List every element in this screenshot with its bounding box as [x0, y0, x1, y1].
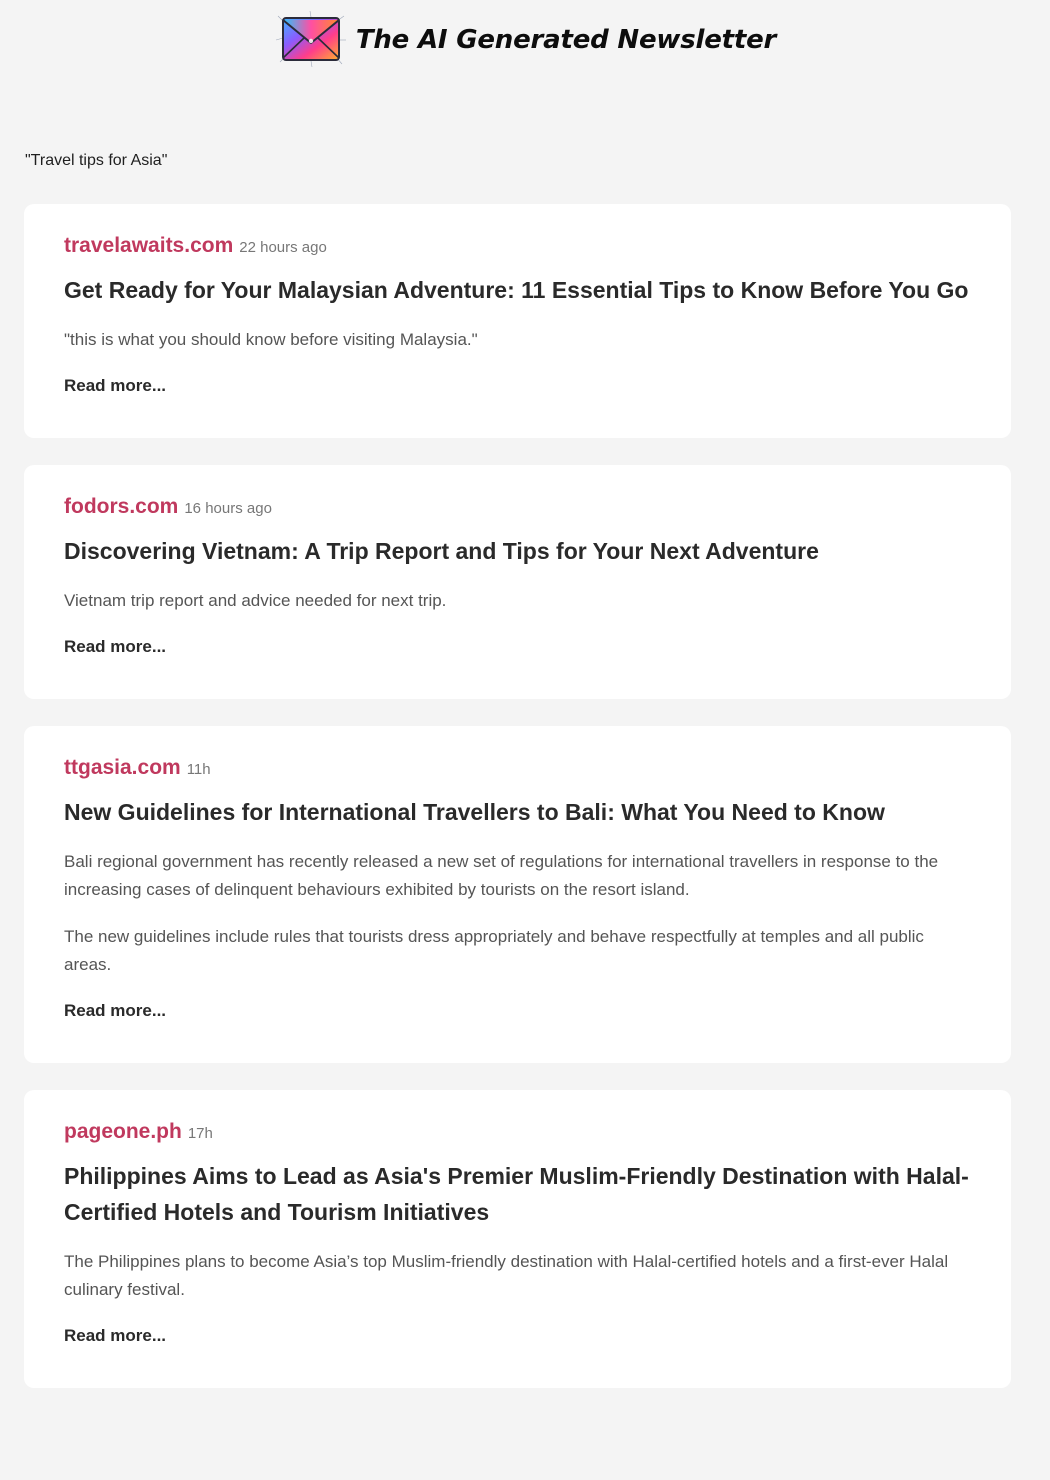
article-headline: New Guidelines for International Travellers to Bali: What You Need to Know	[64, 799, 885, 825]
article-summary	[64, 848, 971, 979]
article-time: 16 hours ago	[184, 500, 272, 517]
read-more-link[interactable]: Read more...	[64, 637, 167, 656]
article-source-link[interactable]: pageone.ph	[64, 1120, 182, 1143]
envelope-icon	[274, 10, 348, 68]
article-summary	[64, 326, 971, 354]
article-source-link[interactable]: travelawaits.com	[64, 234, 234, 257]
article-time: 11h	[186, 761, 211, 778]
article-meta	[64, 1120, 971, 1144]
article-source-link[interactable]: ttgasia.com	[64, 756, 181, 779]
article-card	[24, 1090, 1011, 1388]
read-more-link[interactable]: Read more...	[64, 1001, 167, 1020]
article-card	[24, 726, 1011, 1063]
newsletter-header	[0, 0, 1050, 80]
article-headline: Philippines Aims to Lead as Asia's Premier Muslim-Friendly Destination with Halal-Certified Hotels and Tourism Initiatives	[64, 1163, 969, 1225]
article-summary	[64, 587, 971, 615]
article-meta	[64, 495, 971, 519]
article-paragraph: The new guidelines include rules that tourists dress appropriately and behave respectfully at temples and all public areas.	[64, 927, 924, 974]
article-time: 17h	[187, 1125, 213, 1142]
search-query: "Travel tips for Asia"	[25, 152, 168, 169]
article-paragraph: Vietnam trip report and advice needed for next trip.	[64, 591, 447, 610]
article-paragraph: Bali regional government has recently released a new set of regulations for international travellers in response to the increasing cases of delinquent behaviours exhibited by tourists on the resort island.	[64, 852, 939, 899]
article-card	[24, 204, 1011, 438]
article-headline: Discovering Vietnam: A Trip Report and Tips for Your Next Adventure	[64, 538, 819, 564]
article-card	[24, 465, 1011, 699]
article-time: 22 hours ago	[239, 239, 327, 256]
article-feed	[24, 204, 1011, 1415]
article-meta	[64, 756, 971, 780]
article-paragraph: "this is what you should know before visiting Malaysia."	[64, 330, 478, 349]
article-source-link[interactable]: fodors.com	[64, 495, 179, 518]
article-meta	[64, 234, 971, 258]
article-headline: Get Ready for Your Malaysian Adventure: 11 Essential Tips to Know Before You Go	[64, 277, 969, 303]
article-summary	[64, 1248, 971, 1304]
read-more-link[interactable]: Read more...	[64, 1326, 167, 1345]
read-more-link[interactable]: Read more...	[64, 376, 167, 395]
article-paragraph: The Philippines plans to become Asia’s top Muslim-friendly destination with Halal-certified hotels and a first-ever Halal culinary festival.	[64, 1252, 949, 1299]
newsletter-title: The AI Generated Newsletter	[355, 25, 777, 55]
